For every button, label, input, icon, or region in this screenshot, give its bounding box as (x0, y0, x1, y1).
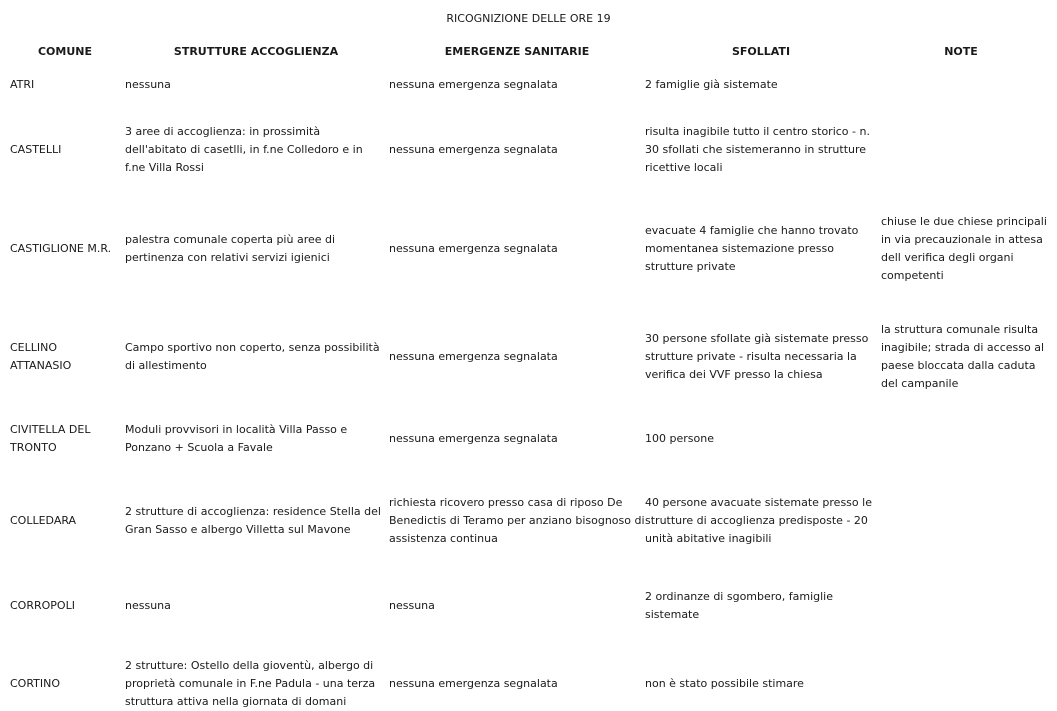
table-row (0, 419, 1057, 459)
table-row (0, 657, 1057, 711)
cell-strutture: nessuna (125, 78, 171, 91)
table-row (0, 320, 1057, 394)
cell-comune: CASTIGLIONE M.R. (10, 242, 112, 255)
cell-strutture: nessuna (125, 599, 171, 612)
table-row (0, 120, 1057, 180)
cell-sfollati: 2 ordinanze di sgombero, famiglie sistemate (645, 590, 834, 621)
cell-emergenze: nessuna emergenza segnalata (389, 242, 558, 255)
cell-strutture: Campo sportivo non coperto, senza possibilità di allestimento (125, 341, 380, 372)
cell-sfollati: 30 persone sfollate già sistemate presso strutture private - risulta necessaria la verifica dei VVF presso la chiesa (645, 332, 869, 381)
cell-comune: CIVITELLA DEL TRONTO (10, 423, 91, 454)
cell-strutture: 2 strutture: Ostello della gioventù, albergo di proprietà comunale in F.ne Padula - una terza struttura attiva nella giornata di domani (125, 659, 376, 708)
cell-comune: COLLEDARA (10, 514, 77, 527)
cell-sfollati: non è stato possibile stimare (645, 677, 804, 690)
cell-emergenze: nessuna emergenza segnalata (389, 78, 558, 91)
table-row (0, 204, 1057, 294)
table-row (0, 72, 1057, 98)
cell-emergenze: nessuna emergenza segnalata (389, 143, 558, 156)
cell-emergenze: nessuna emergenza segnalata (389, 432, 558, 445)
table-row (0, 491, 1057, 551)
cell-comune: CELLINO ATTANASIO (10, 341, 72, 372)
cell-comune: ATRI (10, 78, 35, 91)
header-comune: COMUNE (37, 45, 93, 58)
cell-sfollati: risulta inagibile tutto il centro storico - n. 30 sfollati che sistemeranno in strutture ricettive locali (645, 125, 870, 174)
cell-emergenze: richiesta ricovero presso casa di riposo De Benedictis di Teramo per anziano bisognoso di assistenza continua (389, 496, 645, 545)
cell-strutture: palestra comunale coperta più aree di pertinenza con relativi servizi igienici (125, 233, 336, 264)
cell-emergenze: nessuna (389, 599, 435, 612)
cell-comune: CORROPOLI (10, 599, 75, 612)
document-title: RICOGNIZIONE DELLE ORE 19 (446, 12, 611, 25)
cell-sfollati: 40 persone avacuate sistemate presso le strutture di accoglienza predisposte - 20 unità abitative inagibili (645, 496, 872, 545)
cell-strutture: 3 aree di accoglienza: in prossimità dell'abitato di casetlli, in f.ne Colledoro e in f.ne Villa Rossi (125, 125, 363, 174)
header-strutture: STRUTTURE ACCOGLIENZA (173, 45, 339, 58)
cell-sfollati: 2 famiglie già sistemate (645, 78, 778, 91)
cell-comune: CORTINO (10, 677, 61, 690)
cell-strutture: 2 strutture di accoglienza: residence Stella del Gran Sasso e albergo Villetta sul Mavone (125, 505, 381, 536)
cell-strutture: Moduli provvisori in località Villa Passo e Ponzano + Scuola a Favale (125, 423, 348, 454)
cell-note: la struttura comunale risulta inagibile; strada di accesso al paese bloccata dalla caduta del campanile (881, 323, 1045, 390)
cell-note: chiuse le due chiese principali in via precauzionale in attesa dell verifica degli organi competenti (881, 215, 1047, 282)
header-emergenze: EMERGENZE SANITARIE (444, 45, 590, 58)
cell-sfollati: 100 persone (645, 432, 714, 445)
table-row (0, 586, 1057, 626)
cell-comune: CASTELLI (10, 143, 62, 156)
cell-emergenze: nessuna emergenza segnalata (389, 350, 558, 363)
header-sfollati: SFOLLATI (731, 45, 791, 58)
cell-sfollati: evacuate 4 famiglie che hanno trovato momentanea sistemazione presso strutture private (645, 224, 859, 273)
cell-emergenze: nessuna emergenza segnalata (389, 677, 558, 690)
header-note: NOTE (944, 45, 978, 58)
